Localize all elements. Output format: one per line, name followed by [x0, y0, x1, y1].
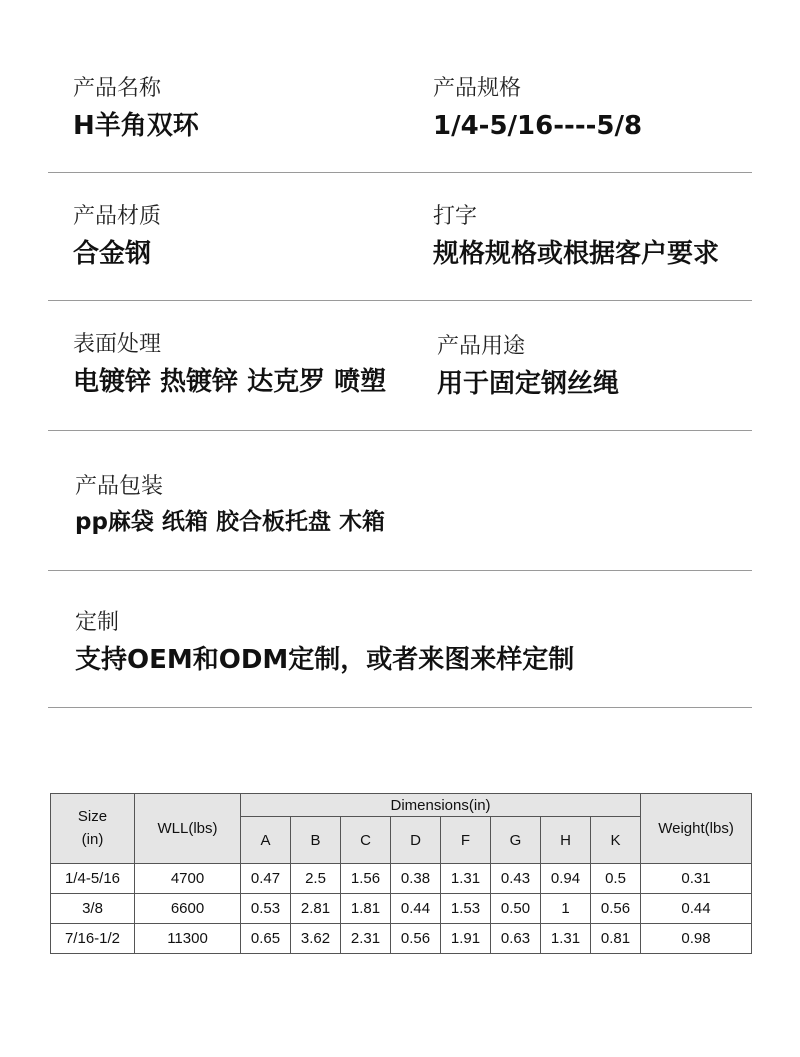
surface-treatment-value: 电镀锌 热镀锌 达克罗 喷塑: [73, 367, 387, 397]
table-cell: 0.47: [241, 864, 291, 894]
table-cell: 1.53: [441, 894, 491, 924]
table-cell: 0.63: [491, 924, 541, 954]
table-cell: 0.65: [241, 924, 291, 954]
product-spec-label: 产品规格: [433, 76, 522, 101]
table-cell: 0.50: [491, 894, 541, 924]
table-cell: 1.81: [341, 894, 391, 924]
wll-header: WLL(lbs): [135, 794, 241, 864]
usage-value: 用于固定钢丝绳: [437, 369, 620, 399]
field-marking: [433, 206, 719, 267]
table-cell: 0.53: [241, 894, 291, 924]
table-cell: 2.81: [291, 894, 341, 924]
table-cell: 4700: [135, 864, 241, 894]
usage-label: 产品用途: [437, 334, 526, 359]
size-header: Size (in): [51, 794, 135, 864]
marking-value: 规格规格或根据客户要求: [433, 239, 720, 269]
field-material: [73, 206, 161, 267]
table-cell: 11300: [135, 924, 241, 954]
field-surface-treatment: [73, 334, 386, 395]
table-cell: 0.56: [591, 894, 641, 924]
dimensions-header: Dimensions(in): [241, 794, 641, 817]
dim-header-b: B: [291, 817, 341, 864]
dim-header-f: F: [441, 817, 491, 864]
dim-header-d: D: [391, 817, 441, 864]
customization-label: 定制: [75, 610, 120, 635]
dim-header-c: C: [341, 817, 391, 864]
table-cell: 1.31: [441, 864, 491, 894]
table-cell: 0.31: [641, 864, 752, 894]
table-cell: 6600: [135, 894, 241, 924]
customization-value: 支持OEM和ODM定制，或者来图来样定制: [75, 645, 575, 675]
table-cell: 0.56: [391, 924, 441, 954]
field-packaging: [75, 476, 385, 534]
divider: [48, 707, 752, 708]
material-label: 产品材质: [73, 204, 162, 229]
table-row: [51, 894, 752, 924]
dim-header-g: G: [491, 817, 541, 864]
marking-label: 打字: [433, 204, 478, 229]
table-cell: 0.38: [391, 864, 441, 894]
product-name-label: 产品名称: [73, 76, 162, 101]
table-cell: 2.5: [291, 864, 341, 894]
weight-header: Weight(lbs): [641, 794, 752, 864]
table-cell: 0.43: [491, 864, 541, 894]
divider: [48, 300, 752, 301]
table-cell: 1.91: [441, 924, 491, 954]
packaging-value: pp麻袋 纸箱 胶合板托盘 木箱: [75, 509, 385, 535]
surface-treatment-label: 表面处理: [73, 332, 162, 357]
table-cell: 7/16-1/2: [51, 924, 135, 954]
table-cell: 1.31: [541, 924, 591, 954]
table-row: [51, 864, 752, 894]
product-name-value: H羊角双环: [73, 111, 199, 141]
table-cell: 0.44: [391, 894, 441, 924]
table-cell: 1: [541, 894, 591, 924]
spec-table: [50, 793, 752, 954]
field-product-name: [73, 78, 199, 139]
packaging-label: 产品包装: [75, 474, 164, 499]
material-value: 合金钢: [73, 239, 152, 269]
table-cell: 0.94: [541, 864, 591, 894]
product-spec-value: 1/4-5/16----5/8: [433, 111, 643, 141]
table-cell: 1/4-5/16: [51, 864, 135, 894]
table-cell: 0.81: [591, 924, 641, 954]
table-cell: 3/8: [51, 894, 135, 924]
table-cell: 0.98: [641, 924, 752, 954]
field-usage: [437, 336, 619, 397]
field-product-spec: [433, 78, 642, 139]
divider: [48, 570, 752, 571]
divider: [48, 430, 752, 431]
divider: [48, 172, 752, 173]
table-cell: 1.56: [341, 864, 391, 894]
table-row: [51, 924, 752, 954]
table-cell: 0.44: [641, 894, 752, 924]
dim-header-h: H: [541, 817, 591, 864]
field-customization: [75, 612, 574, 673]
dim-header-a: A: [241, 817, 291, 864]
table-cell: 0.5: [591, 864, 641, 894]
table-cell: 2.31: [341, 924, 391, 954]
table-cell: 3.62: [291, 924, 341, 954]
dim-header-k: K: [591, 817, 641, 864]
